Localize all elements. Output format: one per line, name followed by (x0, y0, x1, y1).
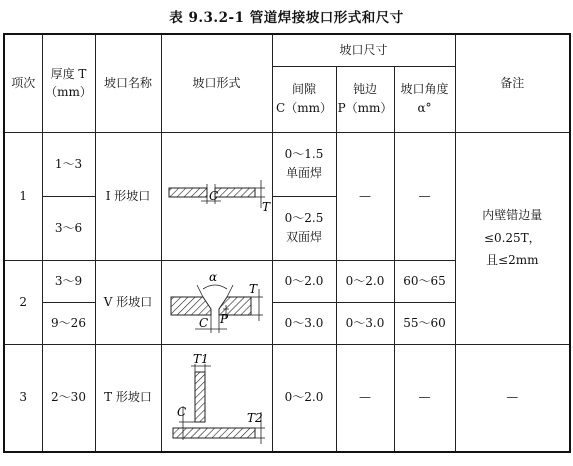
row1b-thickness: 3～6 (42, 196, 95, 260)
header-gap-unit: C（mm） (276, 101, 332, 115)
v-groove-alpha-label: α (208, 270, 217, 284)
row3-blunt: — (336, 344, 394, 452)
row2-name: V 形坡口 (95, 260, 161, 344)
row2a-blunt: 0～2.0 (336, 260, 394, 302)
row1-angle: — (394, 132, 455, 260)
header-remark: 备注 (455, 34, 570, 132)
row1-index: 1 (4, 132, 42, 260)
i-groove-c-label: C (208, 189, 218, 203)
i-groove-diagram (165, 166, 269, 226)
header-thickness-unit: （mm） (45, 85, 92, 100)
row1b-gap-value: 0～2.5 (284, 211, 324, 226)
t-groove-t1-label: T1 (192, 351, 209, 366)
header-gap-label: 间隙 (291, 82, 316, 97)
i-groove-t-label: T (261, 200, 270, 214)
row2b-thickness: 9～26 (42, 302, 95, 344)
t-groove-c-label: C (176, 404, 186, 419)
row2b-gap: 0～3.0 (272, 302, 336, 344)
row1-name: I 形坡口 (95, 132, 161, 260)
header-form: 坡口形式 (161, 34, 272, 132)
header-thickness-label: 厚度 T (50, 66, 87, 81)
header-angle-unit: α° (417, 101, 432, 115)
row1a-gap-value: 0～1.5 (284, 147, 324, 162)
row1b-gap-note: 双面焊 (285, 230, 322, 244)
row2a-angle: 60～65 (394, 260, 455, 302)
header-thickness (42, 34, 95, 132)
t-groove-diagram (165, 350, 269, 446)
header-index: 项次 (4, 34, 42, 132)
row3-name: T 形坡口 (95, 344, 161, 452)
row2-index: 2 (4, 260, 42, 344)
header-angle (394, 66, 455, 132)
remark-line-2: ≤0.25T， (483, 230, 541, 245)
row3-angle: — (394, 344, 455, 452)
row3-thickness: 2～30 (42, 344, 95, 452)
remark-line-1: 内壁错边量 (482, 207, 543, 222)
row2b-blunt: 0～3.0 (336, 302, 394, 344)
row2b-angle: 55～60 (394, 302, 455, 344)
header-name: 坡口名称 (95, 34, 161, 132)
t-groove-t2-label: T2 (246, 410, 263, 425)
header-blunt (336, 66, 394, 132)
row2-form-diagram (161, 260, 272, 344)
v-groove-t-label: T (248, 282, 257, 296)
remark-line-3: 且≤2mm (486, 253, 539, 268)
row3-form-diagram (161, 344, 272, 452)
remark-cell (455, 132, 570, 344)
row1a-gap (272, 132, 336, 196)
header-blunt-unit: P（mm） (337, 101, 393, 115)
row1-form-diagram (161, 132, 272, 260)
row2a-thickness: 3～9 (42, 260, 95, 302)
table-title: 表 9.3.2-1 管道焊接坡口形式和尺寸 (169, 10, 404, 26)
welding-groove-table (3, 33, 571, 453)
row1-blunt: — (336, 132, 394, 260)
row3-gap: 0～2.0 (272, 344, 336, 452)
row1a-thickness: 1～3 (42, 132, 95, 196)
header-gap (272, 66, 336, 132)
header-blunt-label: 钝边 (352, 82, 377, 97)
row1a-gap-note: 单面焊 (285, 166, 322, 180)
row3-index: 3 (4, 344, 42, 452)
v-groove-c-label: C (198, 316, 208, 330)
row2a-gap: 0～2.0 (272, 260, 336, 302)
header-angle-label: 坡口角度 (400, 82, 449, 97)
v-groove-p-label: P (219, 312, 228, 326)
row3-remark: — (455, 344, 570, 452)
row1b-gap (272, 196, 336, 260)
header-dims: 坡口尺寸 (272, 34, 455, 66)
v-groove-diagram (165, 263, 269, 341)
